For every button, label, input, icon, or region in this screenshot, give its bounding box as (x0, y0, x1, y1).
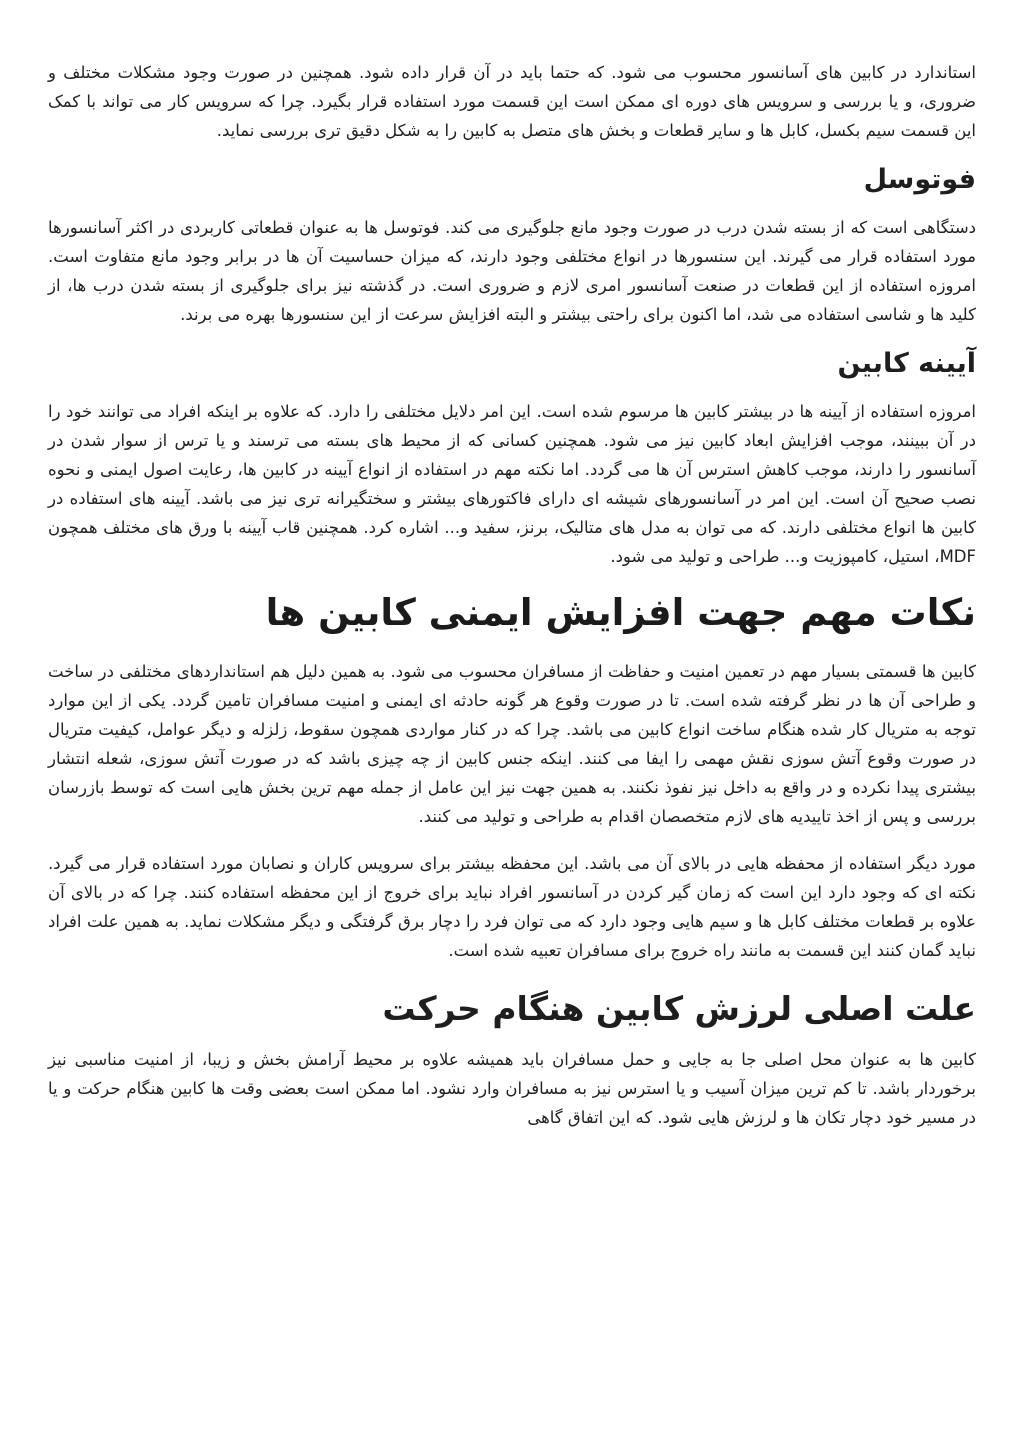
heading-vibration: علت اصلی لرزش کابین هنگام حرکت (382, 989, 976, 1028)
photocell-paragraph: دستگاهی است که از بسته شدن درب در صورت وجود مانع جلوگیری می کند. فوتوسل ها به عنوان قطعاتی کاربردی در اکثر آسانسورها مورد استفاده قرار می گیرند. این سنسورها در انواع مختلفی وجود دارند، که میزان حساسیت آن ها در برابر وجود مانع متفاوت است. امروزه استفاده از این قطعات در صنعت آسانسور امری لازم و ضروری است. در گذشته نیز برای جلوگیری از بسته شدن درب ها، از کلید ها و شاسی استفاده می شد، اما اکنون برای راحتی بیشتر و البته افزایش سرعت از این سنسورها بهره می برند. (48, 218, 976, 324)
intro-paragraph: استاندارد در کابین های آسانسور محسوب می شود. که حتما باید در آن قرار داده شود. همچنین در صورت وجود مشکلات مختلف و ضروری، و یا بررسی و سرویس های دوره ای ممکن است این قسمت مورد استفاده قرار بگیرد. چرا که سرویس کار می تواند با کمک این قسمت سیم بکسل، کابل ها و سایر قطعات و بخش های متصل به کابین را به شکل دقیق تری بررسی نماید. (48, 63, 976, 140)
cabin-mirror-paragraph: امروزه استفاده از آیینه ها در بیشتر کابین ها مرسوم شده است. این امر دلایل مختلفی را دارد. که علاوه بر اینکه افراد می توانند خود را در آن ببینند، موجب افزایش ابعاد کابین نیز می شود. همچنین کسانی که از محیط های بسته می ترسند و یا ترس از سوار شدن در آسانسور را دارند، موجب کاهش استرس آن ها می گردد. اما نکته مهم در استفاده از انواع آیینه در کابین ها، رعایت اصول ایمنی و نحوه نصب صحیح آن است. این امر در آسانسورهای شیشه ای دارای فاکتورهای بیشتر و سختگیرانه تری نیز می باشد. آیینه های استفاده در کابین ها انواع مختلفی دارند. که می توان به مدل های متالیک، برنز، سفید و... اشاره کرد. همچنین قاب آیینه با ورق های مختلف همچون MDF، استیل، کامپوزیت و... طراحی و تولید می شود. (48, 402, 976, 566)
heading-photocell: فوتوسل (863, 164, 976, 195)
safety-tips-paragraph-2: مورد دیگر استفاده از محفظه هایی در بالای آن می باشد. این محفظه بیشتر برای سرویس کاران و نصابان مورد استفاده قرار می گیرد. نکته ای که وجود دارد این است که زمان گیر کردن در آسانسور افراد نباید برای خروج از این محفظه استفاده کنند. چرا که در بالای آن علاوه بر قطعات مختلف کابل ها و سیم هایی وجود دارد که می توان فرد را دچار برق گرفتگی و دیگر مشکلات نماید. به همین علت افراد نباید گمان کنند این قسمت به مانند راه خروج برای مسافران تعبیه شده است. (48, 854, 976, 960)
heading-cabin-mirror: آیینه کابین (837, 348, 976, 379)
heading-safety-tips: نکات مهم جهت افزایش ایمنی کابین ها (265, 591, 976, 634)
safety-tips-paragraph-1: کابین ها قسمتی بسیار مهم در تعمین امنیت و حفاظت از مسافران محسوب می شود. به همین دلیل هم استانداردهای مختلفی در ساخت و طراحی آن ها در نظر گرفته شده است. تا در صورت وقوع هر گونه حادثه ای ایمنی و امنیت مسافران تامین گردد. یکی از این موارد توجه به متریال کار شده هنگام ساخت انواع کابین می باشد. چرا که در کنار مواردی همچون سقوط، زلزله و دیگر عوامل، کیفیت متریال در صورت وقوع آتش سوزی نقش مهمی را ایفا می کنند. اینکه جنس کابین از چه چیزی باشد که در صورت آتش سوزی، شعله انتشار بیشتری پیدا نکرده و در واقع به داخل نیز نفوذ نکنند. به همین جهت نیز این عامل از جمله مهم ترین بخش هایی است که توسط بازرسان بررسی و پس از اخذ تاییدیه های لازم متخصصان اقدام به طراحی و تولید می کنند. (48, 662, 976, 826)
vibration-paragraph: کابین ها به عنوان محل اصلی جا به جایی و حمل مسافران باید همیشه علاوه بر محیط آرامش بخش و زیبا، از امنیت مناسبی نیز برخوردار باشد. تا کم ترین میزان آسیب و یا استرس نیز به مسافران وارد نشود. اما ممکن است بعضی وقت ها کابین هنگام حرکت و یا در مسیر خود دچار تکان ها و لرزش هایی شود. که این اتفاق گاهی (48, 1050, 976, 1127)
